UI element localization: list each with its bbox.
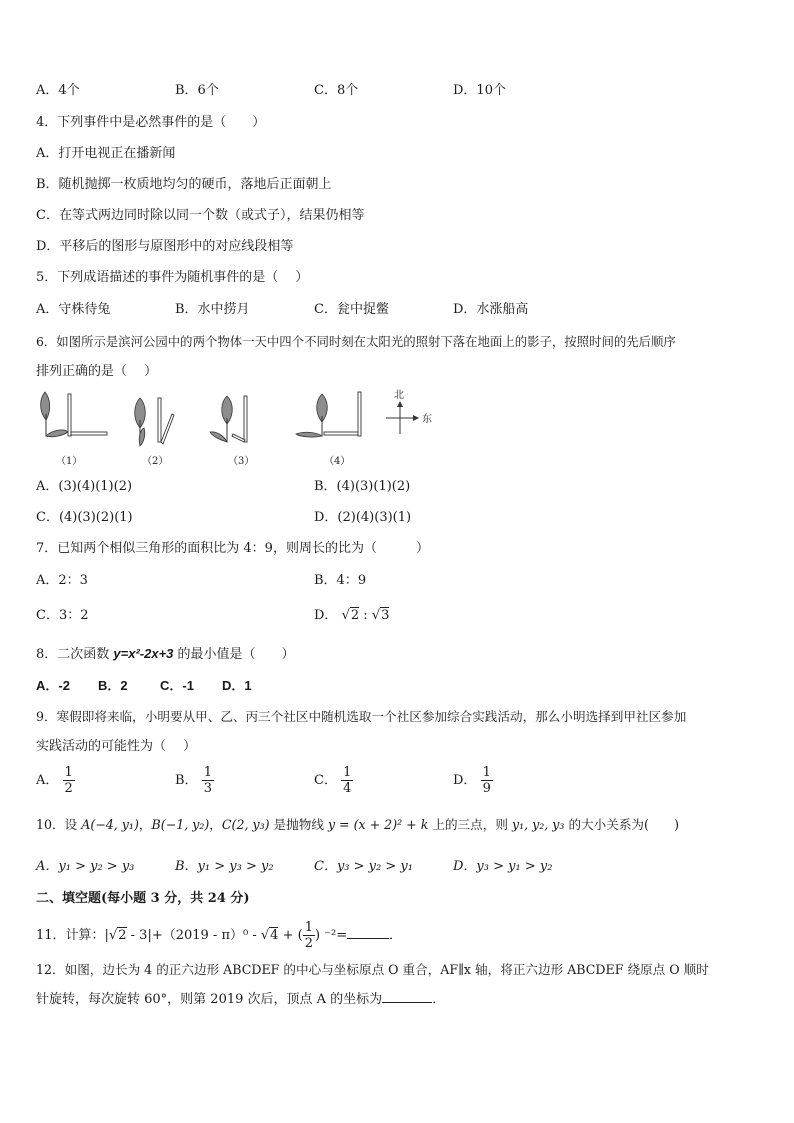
figure-3 xyxy=(210,396,254,467)
q7-option-d-sqrt-b: 3 xyxy=(381,608,390,623)
q10-option-c: C．y₃ > y₂ > y₁ xyxy=(314,859,413,874)
q9-option-a-fraction: $\frac{1}{2}$ xyxy=(64,765,73,796)
q11-mid1: - 3|+（2019 - π）⁰ - xyxy=(126,928,261,943)
section-title: 二、填空题(每小题 3 分，共 24 分) xyxy=(36,891,250,906)
q11-sqrt4: 4 xyxy=(270,928,279,943)
figure-label-1: （1） xyxy=(56,456,83,467)
q10-option-d: D．y₃ > y₁ > y₂ xyxy=(453,859,553,874)
q8-stem-prefix: 8．二次函数 xyxy=(36,647,114,662)
q3-option-d: D．10个 xyxy=(453,83,506,98)
q9-option-c-fraction: $\frac{1}{4}$ xyxy=(343,765,352,796)
q10-stem-a: 10．设 xyxy=(36,817,82,832)
figure-2 xyxy=(135,398,174,467)
q10-point-b: B(−1, y₂) xyxy=(151,817,210,832)
q8-option-b: B．2 xyxy=(98,678,128,693)
q8-stem-suffix: 的最小值是（ ） xyxy=(173,647,295,662)
q10-sep1: ， xyxy=(138,817,152,832)
q10-point-c: C(2, y₃) xyxy=(221,817,270,832)
q9-option-b xyxy=(175,765,214,796)
q10-stem-c: 上的三点，则 xyxy=(428,817,512,832)
q10-point-a: A(−4, y₁) xyxy=(81,817,139,832)
compass xyxy=(386,389,432,434)
q6-option-c: C．(4)(3)(2)(1) xyxy=(36,510,133,525)
q5-option-b: B．水中捞月 xyxy=(175,302,250,317)
north-arrow-icon xyxy=(397,401,403,407)
q11-mid2: + ( xyxy=(278,928,303,943)
q9-stem-line1: 9．寒假即将来临，小明要从甲、乙、丙三个社区中随机选取一个社区参加综合实践活动，那么小明选择到甲社区参加 xyxy=(36,709,687,724)
q7-option-d-sqrt-a: 2 xyxy=(350,608,360,623)
q9-stem-line2: 实践活动的可能性为（ ） xyxy=(36,739,197,754)
q12-line2 xyxy=(36,990,445,1009)
q5-option-c: C．瓮中捉鳖 xyxy=(314,302,389,317)
q6-stem-line2: 排列正确的是（ ） xyxy=(36,364,158,379)
q11-suffix: ． xyxy=(389,928,403,943)
q9-option-d-fraction: $\frac{1}{9}$ xyxy=(482,765,491,796)
q6-option-d: D．(2)(4)(3)(1) xyxy=(314,510,412,525)
q5-stem: 5．下列成语描述的事件为随机事件的是（ ） xyxy=(36,270,309,285)
q12-line2-suffix: ． xyxy=(432,992,446,1007)
q10-vars: y₁, y₂, y₃ xyxy=(511,817,565,832)
q3-option-c: C．8个 xyxy=(314,83,359,98)
q11-prefix: 11．计算：| xyxy=(36,928,109,943)
q3-option-a: A．4个 xyxy=(36,83,80,98)
figure-1 xyxy=(41,392,107,467)
figure-4 xyxy=(296,392,361,467)
q11-answer-blank[interactable] xyxy=(347,926,389,939)
q8-option-c: C．-1 xyxy=(160,678,194,693)
q7-stem: 7．已知两个相似三角形的面积比为 4：9，则周长的比为（ ） xyxy=(36,541,429,556)
q9-option-b-label: B． xyxy=(175,773,198,788)
q9-option-a xyxy=(36,765,75,796)
q8-option-a: A．-2 xyxy=(36,678,70,693)
q7-option-d-label: D． xyxy=(314,608,338,623)
q9-option-d-label: D． xyxy=(453,773,477,788)
compass-east-label: 东 xyxy=(422,414,432,425)
q10-stem-d: 的大小关系为( ) xyxy=(564,817,680,832)
q8-option-d: D．1 xyxy=(222,678,252,693)
q10-sep2: ， xyxy=(209,817,222,832)
q3-option-b: B．6个 xyxy=(175,83,219,98)
figure-label-4: （4） xyxy=(324,456,351,467)
q9-option-c xyxy=(314,765,353,796)
q11-sqrt2: 2 xyxy=(118,928,127,943)
q10-stem-b: 是抛物线 xyxy=(269,817,328,832)
figure-label-2: （2） xyxy=(142,456,169,467)
q11-mid3: ) ⁻²= xyxy=(314,928,348,943)
q4-option-b: B．随机抛掷一枚质地均匀的硬币，落地后正面朝上 xyxy=(36,177,332,192)
east-arrow-icon xyxy=(413,415,419,421)
q7-option-b: B．4：9 xyxy=(314,573,367,588)
q7-option-d: D． √2 : √3 xyxy=(314,608,390,623)
q11-fraction: $\frac{1}{2}$ xyxy=(304,920,313,951)
q9-option-d xyxy=(453,765,493,796)
figure-label-3: （3） xyxy=(228,456,255,467)
q4-stem: 4．下列事件中是必然事件的是（ ） xyxy=(36,115,266,130)
compass-north-label: 北 xyxy=(394,390,404,401)
q10-option-b: B．y₁ > y₃ > y₂ xyxy=(175,859,274,874)
q9-option-b-fraction: $\frac{1}{3}$ xyxy=(203,765,212,796)
q6-stem-line1: 6．如图所示是滨河公园中的两个物体一天中四个不同时刻在太阳光的照射下落在地面上的影子，按照时间的先后顺序 xyxy=(36,334,676,349)
q4-option-c: C．在等式两边同时除以同一个数（或式子），结果仍相等 xyxy=(36,208,365,223)
q12-line1: 12．如图，边长为 4 的正六边形 ABCDEF 的中心与坐标原点 O 重合，AF∥x 轴，将正六边形 ABCDEF 绕原点 O 顺时 xyxy=(36,962,709,977)
q12-line2-prefix: 针旋转，每次旋转 60°，则第 2019 次后，顶点 A 的坐标为 xyxy=(36,992,383,1007)
q11-stem: 11．计算：|√2 - 3|+（2019 - π）⁰ - √4 + ( $\frac{1}{2}$ ) ⁻²= ． xyxy=(36,920,403,951)
q7-option-c: C．3：2 xyxy=(36,608,89,623)
q7-option-a: A．2：3 xyxy=(36,573,88,588)
q7-option-d-sep: : xyxy=(363,608,368,623)
q10-stem xyxy=(36,816,679,834)
q10-option-a: A．y₁ > y₂ > y₃ xyxy=(36,859,135,874)
q4-option-a: A．打开电视正在播新闻 xyxy=(36,146,176,161)
q8-stem xyxy=(36,645,295,664)
q9-option-c-label: C． xyxy=(314,773,337,788)
q6-option-a: A．(3)(4)(1)(2) xyxy=(36,479,133,494)
q10-parabola: y = (x + 2)² + k xyxy=(327,817,429,832)
shadow-figure xyxy=(34,384,444,476)
q12-answer-blank[interactable] xyxy=(382,990,432,1003)
q5-option-a: A．守株待兔 xyxy=(36,302,111,317)
q5-option-d: D．水涨船高 xyxy=(453,302,529,317)
q8-formula: y=x²-2x+3 xyxy=(113,646,174,661)
q6-option-b: B．(4)(3)(1)(2) xyxy=(314,479,411,494)
q4-option-d: D．平移后的图形与原图形中的对应线段相等 xyxy=(36,239,294,254)
q9-option-a-label: A． xyxy=(36,773,59,788)
